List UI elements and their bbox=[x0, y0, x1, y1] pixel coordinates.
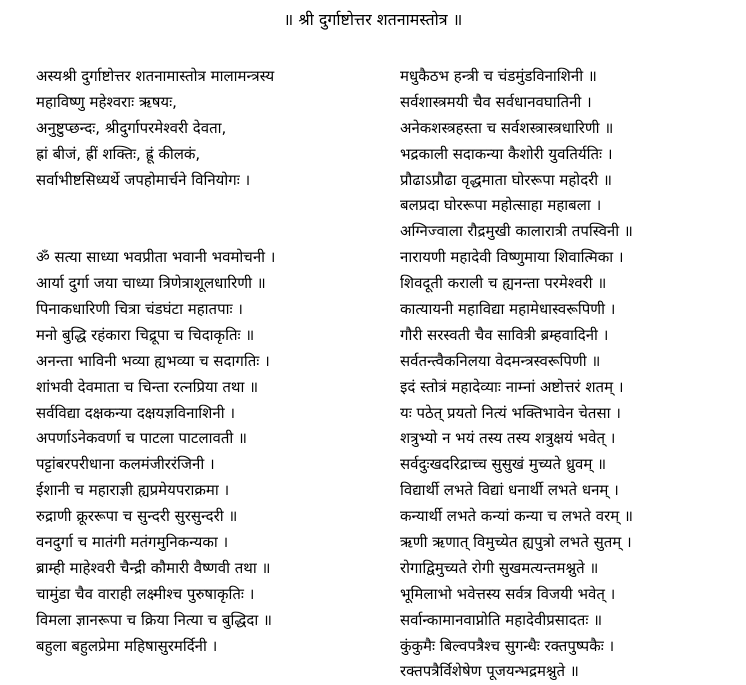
phalashruti-line: सर्वान्कामानवाप्नोति महादेवीप्रसादतः ॥ bbox=[400, 610, 603, 629]
phalashruti-line: विद्यार्थी लभते विद्यां धनार्थी लभते धनम् । bbox=[400, 481, 619, 500]
verse-line: सर्वविद्या दक्षकन्या दक्षयज्ञविनाशिनी । bbox=[36, 403, 236, 422]
verse-line: मनो बुद्धि रहंकारा चिद्रूपा च चिदाकृतिः ॥ bbox=[36, 325, 255, 344]
verse-line: पट्टांबरपरीधाना कलमंजीररंजिनी । bbox=[36, 455, 215, 474]
verse-line: चामुंडा चैव वाराही लक्ष्मीश्च पुरुषाकृतिः । bbox=[36, 584, 255, 603]
verse-line: शिवदूती कराली च ह्यनन्ता परमेश्वरी ॥ bbox=[400, 274, 607, 293]
phalashruti-line: इदं स्तोत्रं महादेव्याः नाम्नां अष्टोत्तरं शतम् । bbox=[400, 377, 624, 396]
verse-line: अग्निज्वाला रौद्रमुखी कालारात्री तपस्विनी ॥ bbox=[400, 222, 633, 241]
phalashruti-line: रोगाद्विमुच्यते रोगी सुखमत्यन्तमश्नुते ॥ bbox=[400, 558, 599, 577]
phalashruti-line: यः पठेत् प्रयतो नित्यं भक्तिभावेन चेतसा । bbox=[400, 403, 621, 422]
verse-line: प्रौढाऽप्रौढा वृद्धमाता घोररूपा महोदरी ॥ bbox=[400, 170, 612, 189]
verse-line: अनेकशस्त्रहस्ता च सर्वशस्त्रास्त्रधारिणी ॥ bbox=[400, 118, 614, 137]
phalashruti-line: भूमिलाभो भवेत्तस्य सर्वत्र विजयी भवेत् । bbox=[400, 584, 616, 603]
verse-line: अपर्णाऽनेकवर्णा च पाटला पाटलावती ॥ bbox=[36, 429, 248, 448]
verse-line: नारायणी महादेवी विष्णुमाया शिवात्मिका । bbox=[400, 248, 624, 267]
verse-line: विमला ज्ञानरूपा च क्रिया नित्या च बुद्धिदा ॥ bbox=[36, 610, 272, 629]
phalashruti-line: सर्वदुःखदरिद्राच्च सुसुखं मुच्यते ध्रुवम् ॥ bbox=[400, 455, 607, 474]
verse-line: कात्यायनी महाविद्या महामेधास्वरूपिणी । bbox=[400, 300, 616, 319]
phalashruti-line: रक्तपत्रैर्विशेषेण पूजयन्भद्रमश्नुते ॥ bbox=[400, 662, 579, 681]
verse-line: सर्वशास्त्रमयी चैव सर्वधानवघातिनी । bbox=[400, 92, 592, 111]
page-title: ॥ श्री दुर्गाष्टोत्तर शतनामस्तोत्र ॥ bbox=[283, 10, 463, 29]
invocation-block bbox=[36, 64, 386, 193]
verse-line: आर्या दुर्गा जया चाध्या त्रिणेत्राशूलधारिणी ॥ bbox=[36, 274, 266, 293]
verse-line: बलप्रदा घोररूपा महोत्साहा महाबला । bbox=[400, 196, 602, 215]
left-column bbox=[36, 64, 386, 659]
verse-line: गौरी सरस्वती चैव सावित्री ब्रम्हवादिनी । bbox=[400, 325, 609, 344]
invocation-line: अस्यश्री दुर्गाष्टोत्तर शतनामास्तोत्र मालामन्त्रस्य bbox=[36, 67, 275, 85]
invocation-line: महाविष्णु महेश्वराः ऋषयः, bbox=[36, 92, 177, 111]
verse-line: वनदुर्गा च मातंगी मतंगमुनिकन्यका । bbox=[36, 533, 229, 552]
verse-line: शांभवी देवमाता च चिन्ता रत्नप्रिया तथा ॥ bbox=[36, 377, 259, 396]
verse-line: सर्वतन्त्वैकनिलया वेदमन्त्रस्वरूपिणी ॥ bbox=[400, 351, 601, 370]
verse-line: ईशानी च महाराज्ञी ह्यप्रमेयपराक्रमा । bbox=[36, 481, 230, 500]
phalashruti-line: कुंकुमैः बिल्वपत्रैश्च सुगन्धैः रक्तपुष्पकैः । bbox=[400, 636, 615, 655]
verse-block-left bbox=[36, 245, 386, 659]
invocation-line: ह्रां बीजं, ह्रीं शक्तिः, ह्रूं कीलकं, bbox=[36, 144, 201, 163]
invocation-line: अनुष्टुप्छन्दः, श्रीदुर्गापरमेश्वरी देवता, bbox=[36, 118, 227, 137]
blank-spacer bbox=[36, 193, 386, 219]
blank-spacer bbox=[36, 219, 386, 245]
verse-line: मधुकैठभ हन्त्री च चंडमुंडविनाशिनी ॥ bbox=[400, 67, 597, 85]
verse-line: रुद्राणी क्रूररूपा च सुन्दरी सुरसुन्दरी ॥ bbox=[36, 507, 238, 526]
verse-line: पिनाकधारिणी चित्रा चंडघंटा महातपाः । bbox=[36, 300, 243, 319]
phalashruti-line: शत्रुभ्यो न भयं तस्य तस्य शत्रुक्षयं भवेत् । bbox=[400, 429, 616, 448]
phalashruti-line: ऋणी ऋणात् विमुच्येत ह्यपुत्रो लभते सुतम् । bbox=[400, 533, 632, 552]
verse-line: ब्राम्ही माहेश्वरी चैन्द्री कौमारी वैष्णवी तथा ॥ bbox=[36, 558, 271, 577]
verse-line: बहुला बहुलप्रेमा महिषासुरमर्दिनी । bbox=[36, 636, 218, 655]
verse-line: भद्रकाली सदाकन्या कैशोरी युवतिर्यतिः । bbox=[400, 144, 613, 163]
phalashruti-line: कन्यार्थी लभते कन्यां कन्या च लभते वरम् ॥ bbox=[400, 507, 633, 526]
right-column bbox=[400, 64, 744, 685]
invocation-line: सर्वाभीष्टसिध्यर्थे जपहोमार्चने विनियोगः । bbox=[36, 170, 251, 189]
verse-line: ॐ सत्या साध्या भवप्रीता भवानी भवमोचनी । bbox=[36, 248, 276, 267]
verse-line: अनन्ता भाविनी भव्या ह्यभव्या च सदागतिः । bbox=[36, 351, 270, 370]
